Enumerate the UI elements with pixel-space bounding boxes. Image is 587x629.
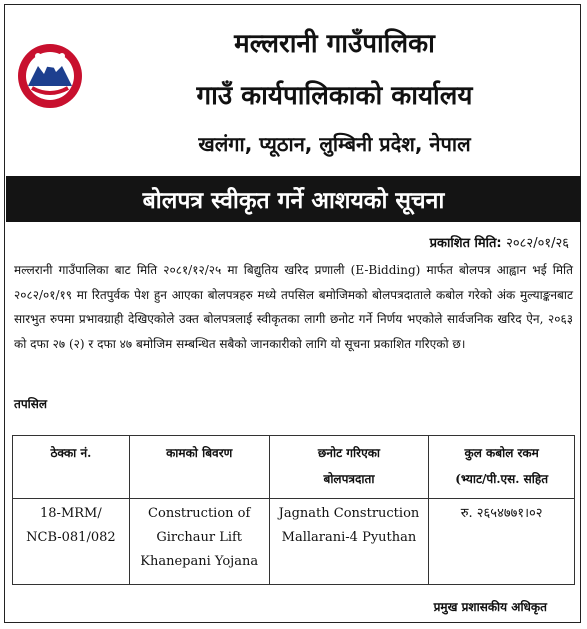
office-address: खलंगा, प्यूठान, लुम्बिनी प्रदेश, नेपाल xyxy=(198,132,471,156)
published-date-value: २०८२/०१/२६ xyxy=(506,236,569,251)
header-total-amount: कुल कबोल रकम (भ्याट/पी.एस. सहित xyxy=(429,436,575,499)
published-date-label: प्रकाशित मिति: xyxy=(429,236,502,251)
notice-body: मल्लरानी गाउँपालिका बाट मिति २०८१/१२/२५ मा बिद्युतिय खरिद प्रणाली (E-Bidding) मार्फत बोलपत्र आह्वान भई मिति २०८२/०१/१९ मा रितपुर्वक पेश हुन आएका बोलपत्रहरु मध्ये तपसिल बमोजिमको बोलपत्रदाताले कबोल गरेको अंक मुल्याङ्कनबाट सारभुत रुपमा प्रभावग्राही देखिएकोले उक्त बोलपत्रलाई स्वीकृतका लागी छनोट गर्ने निर्णय भएकोले सार्वजनिक खरिद ऐन, २०६३ को दफा २७ (२) र दफा ४७ बमोजिम सम्बन्धित सबैको जानकारीको लागि यो सूचना प्रकाशित गरिएको छ। xyxy=(14,263,573,351)
municipality-name: मल्लरानी गाउँपालिका xyxy=(234,29,435,59)
details-heading: तपसिल xyxy=(14,397,48,411)
municipality-emblem-icon xyxy=(16,42,84,110)
office-name: गाउँ कार्यपालिकाको कार्यालय xyxy=(196,81,473,111)
notice-title: बोलपत्र स्वीकृत गर्ने आशयको सूचना xyxy=(6,176,581,222)
cell-contract-no: 18-MRM/ NCB-081/082 xyxy=(13,499,130,585)
cell-total-amount: रु. २६५४७७१।०२ xyxy=(429,499,575,585)
cell-selected-bidder: Jagnath Construction Mallarani-4 Pyuthan xyxy=(269,499,429,585)
contracts-table xyxy=(12,435,575,585)
header-contract-no: ठेक्का नं. xyxy=(13,436,130,499)
table-row xyxy=(13,499,575,585)
header-selected-bidder: छनोट गरिएका बोलपत्रदाता xyxy=(269,436,429,499)
table-header-row xyxy=(13,436,575,499)
header-work-description: कामको बिवरण xyxy=(129,436,269,499)
cell-work-description: Construction of Girchaur Lift Khanepani Yojana xyxy=(129,499,269,585)
signatory-title: प्रमुख प्रशासकीय अधिकृत xyxy=(433,600,547,614)
published-date xyxy=(430,233,569,251)
